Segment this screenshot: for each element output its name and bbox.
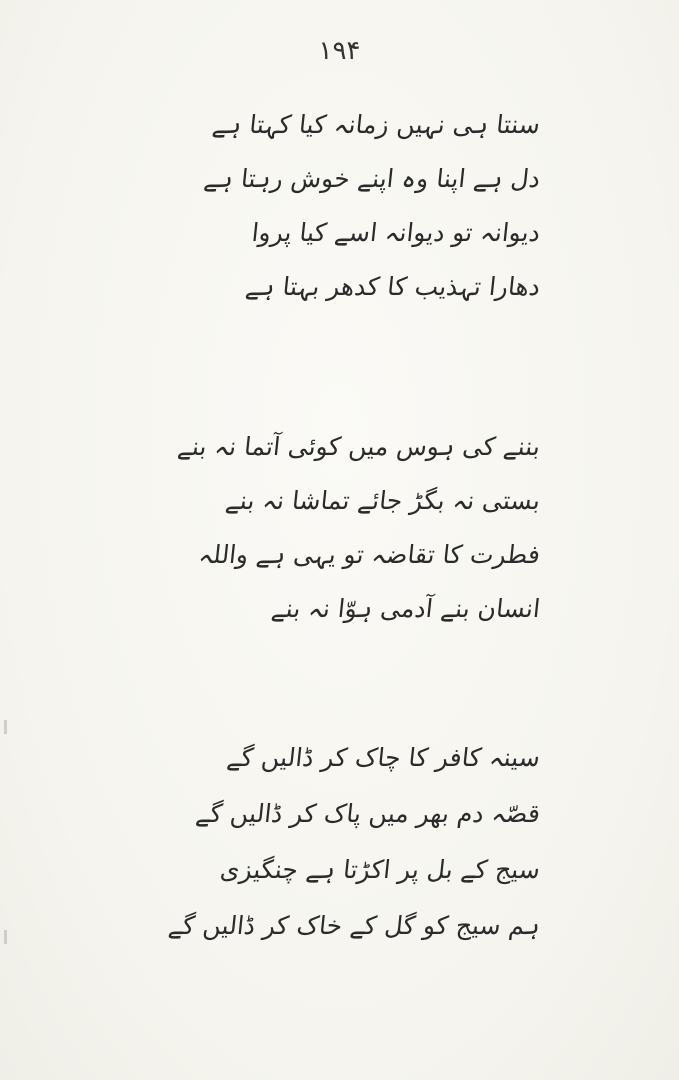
scan-edge-mark [4, 720, 7, 734]
verse-line: ہم سیج کو گل کے خاک کر ڈالیں گے [166, 911, 542, 940]
verse-line: سنتا ہی نہیں زمانہ کیا کہتا ہے [210, 110, 542, 139]
verse-line: دیوانہ تو دیوانہ اسے کیا پروا [250, 218, 542, 247]
verse-line: دل ہے اپنا وہ اپنے خوش رہتا ہے [202, 164, 542, 193]
verse-line: بستی نہ بگڑ جائے تماشا نہ بنے [224, 486, 542, 515]
stanza-3 [150, 730, 540, 954]
scan-edge-mark [4, 930, 7, 944]
page-number: ۱۹۴ [318, 36, 361, 66]
stanza-2 [150, 420, 540, 636]
verse-line: بننے کی ہوس میں کوئی آتما نہ بنے [176, 432, 542, 461]
verse-line: انسان بنے آدمی ہوّا نہ بنے [269, 594, 542, 623]
verse-line: فطرت کا تقاضہ تو یہی ہے واللہ [197, 540, 542, 569]
stanza-1 [150, 98, 540, 314]
verse-line: دھارا تہذیب کا کدھر بہتا ہے [244, 272, 542, 301]
verse-line: سیج کے بل پر اکڑتا ہے چنگیزی [218, 855, 542, 884]
verse-line: قصّہ دم بھر میں پاک کر ڈالیں گے [194, 799, 542, 828]
verse-line: سینہ کافر کا چاک کر ڈالیں گے [225, 743, 542, 772]
